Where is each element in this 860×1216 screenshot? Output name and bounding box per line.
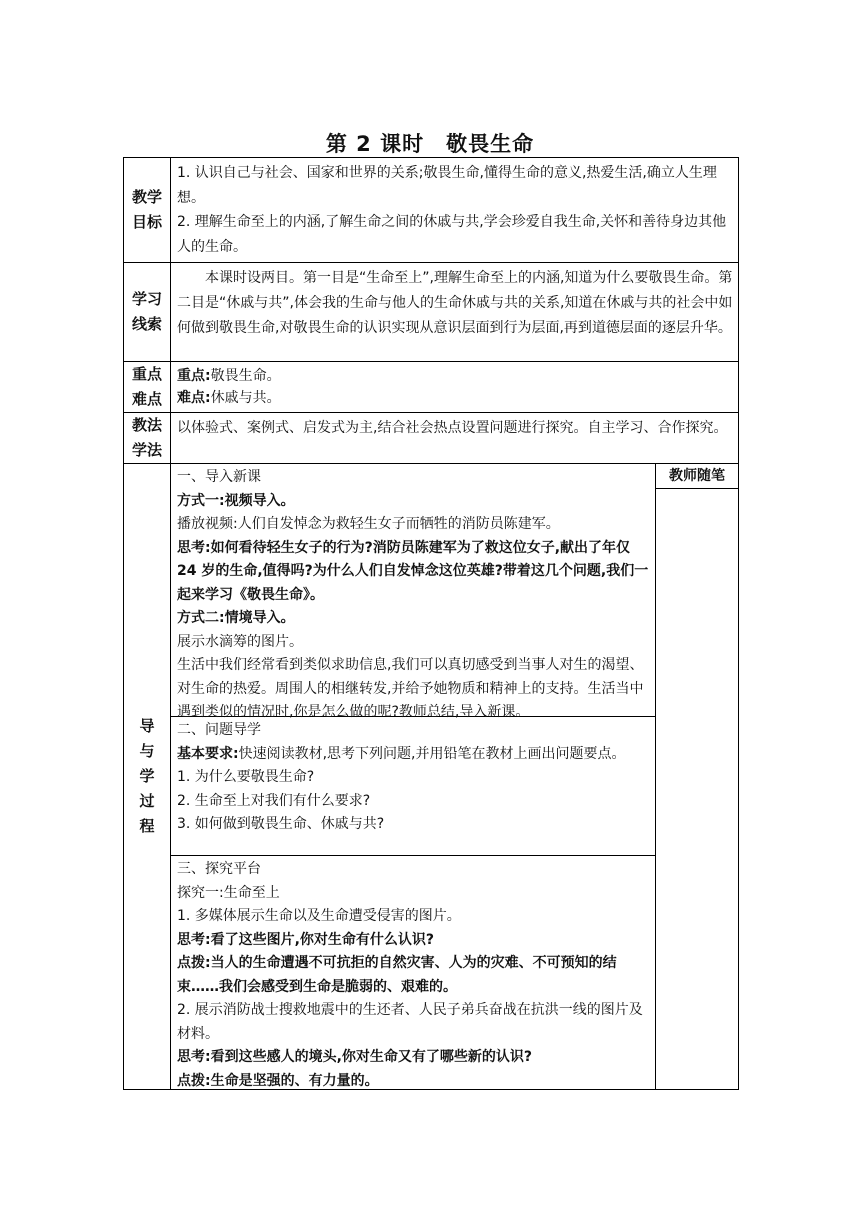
section-intro	[171, 464, 655, 721]
explore-think-1: 思考:看了这些图片,你对生命有什么认识?	[177, 931, 435, 948]
requirement-label: 基本要求:	[177, 745, 239, 762]
question-3: 3. 如何做到敬畏生命、休戚与共?	[177, 816, 385, 833]
section-intro-heading: 一、导入新课	[177, 469, 261, 486]
method-2-title: 方式二:情境导入。	[177, 610, 295, 627]
explore-item-2: 2. 展示消防战士搜救地震中的生还者、人民子弟兵奋战在抗洪一线的图片及材料。	[177, 1002, 643, 1042]
clue-row	[124, 263, 739, 362]
process-label: 导 与 学 过 程	[124, 464, 171, 1090]
page-title	[0, 128, 860, 158]
method-text: 以体验式、案例式、启发式为主,结合社会热点设置问题进行探究。自主学习、合作探究。	[177, 420, 728, 437]
requirement-text: 快速阅读教材,思考下列问题,并用铅笔在教材上画出问题要点。	[238, 745, 626, 762]
teacher-notes-header: 教师随笔	[656, 464, 738, 489]
clue-content	[171, 263, 739, 362]
lesson-number: 第 2 课时	[325, 132, 425, 156]
focus-content	[171, 362, 739, 413]
lesson-plan-table	[123, 157, 739, 1090]
goals-row	[124, 158, 739, 263]
difficult-point-label: 难点:	[177, 390, 211, 407]
explore-1-title: 探究一:生命至上	[177, 884, 280, 901]
focus-label: 重点 难点	[124, 362, 171, 413]
method-content	[171, 413, 739, 464]
process-main-column	[171, 464, 656, 1089]
goals-label: 教学 目标	[124, 158, 171, 263]
question-2: 2. 生命至上对我们有什么要求?	[177, 792, 371, 809]
method-1-desc: 播放视频:人们自发悼念为救轻生女子而牺牲的消防员陈建军。	[177, 516, 560, 533]
key-point-label: 重点:	[177, 368, 211, 385]
section-explore	[171, 856, 655, 1096]
process-row	[124, 464, 739, 1090]
method-label: 教法 学法	[124, 413, 171, 464]
method-2-desc: 展示水滴筹的图片。	[177, 633, 303, 650]
method-2-text: 生活中我们经常看到类似求助信息,我们可以真切感受到当事人对生的渴望、对生命的热爱。周围人的相继转发,并给予她物质和精神上的支持。生活当中遇到类似的情况时,你是怎么做的呢?教师总结,导入新课。	[177, 657, 644, 721]
lesson-topic: 敬畏生命	[446, 132, 535, 156]
focus-row	[124, 362, 739, 413]
key-point-text: 敬畏生命。	[210, 368, 281, 385]
difficult-point-text: 休戚与共。	[210, 390, 281, 407]
section-explore-heading: 三、探究平台	[177, 861, 261, 878]
section-questions-heading: 二、问题导学	[177, 722, 261, 739]
section-questions	[171, 717, 655, 856]
method-row	[124, 413, 739, 464]
clue-text: 本课时设两目。第一目是“生命至上”,理解生命至上的内涵,知道为什么要敬畏生命。第二目是“休戚与共”,体会我的生命与他人的生命休戚与共的关系,知道在休戚与共的社会中如何做到敬畏生命,对敬畏生命的认识实现从意识层面到行为层面,再到道德层面的逐层升华。	[177, 270, 733, 336]
explore-hint-1: 点拨:当人的生命遭遇不可抗拒的自然灾害、人为的灾难、不可预知的结束……我们会感受到生命是脆弱的、艰难的。	[177, 955, 617, 995]
teacher-notes-column	[656, 464, 738, 1089]
method-1-think: 思考:如何看待轻生女子的行为?消防员陈建军为了救这位女子,献出了年仅 24 岁的生命,值得吗?为什么人们自发悼念这位英雄?带着这几个问题,我们一起来学习《敬畏生命》。	[177, 539, 649, 603]
question-1: 1. 为什么要敬畏生命?	[177, 769, 315, 786]
goal-2: 2. 理解生命至上的内涵,了解生命之间的休戚与共,学会珍爱自我生命,关怀和善待身边其他人的生命。	[177, 214, 727, 255]
explore-hint-2: 点拨:生命是坚强的、有力量的。	[177, 1072, 379, 1089]
goal-1: 1. 认识自己与社会、国家和世界的关系;敬畏生命,懂得生命的意义,热爱生活,确立人生理想。	[177, 165, 717, 206]
process-content	[171, 464, 739, 1090]
explore-think-2: 思考:看到这些感人的境头,你对生命又有了哪些新的认识?	[177, 1049, 533, 1066]
explore-item-1: 1. 多媒体展示生命以及生命遭受侵害的图片。	[177, 908, 461, 925]
clue-label: 学习 线索	[124, 263, 171, 362]
goals-content	[171, 158, 739, 263]
method-1-title: 方式一:视频导入。	[177, 492, 295, 509]
